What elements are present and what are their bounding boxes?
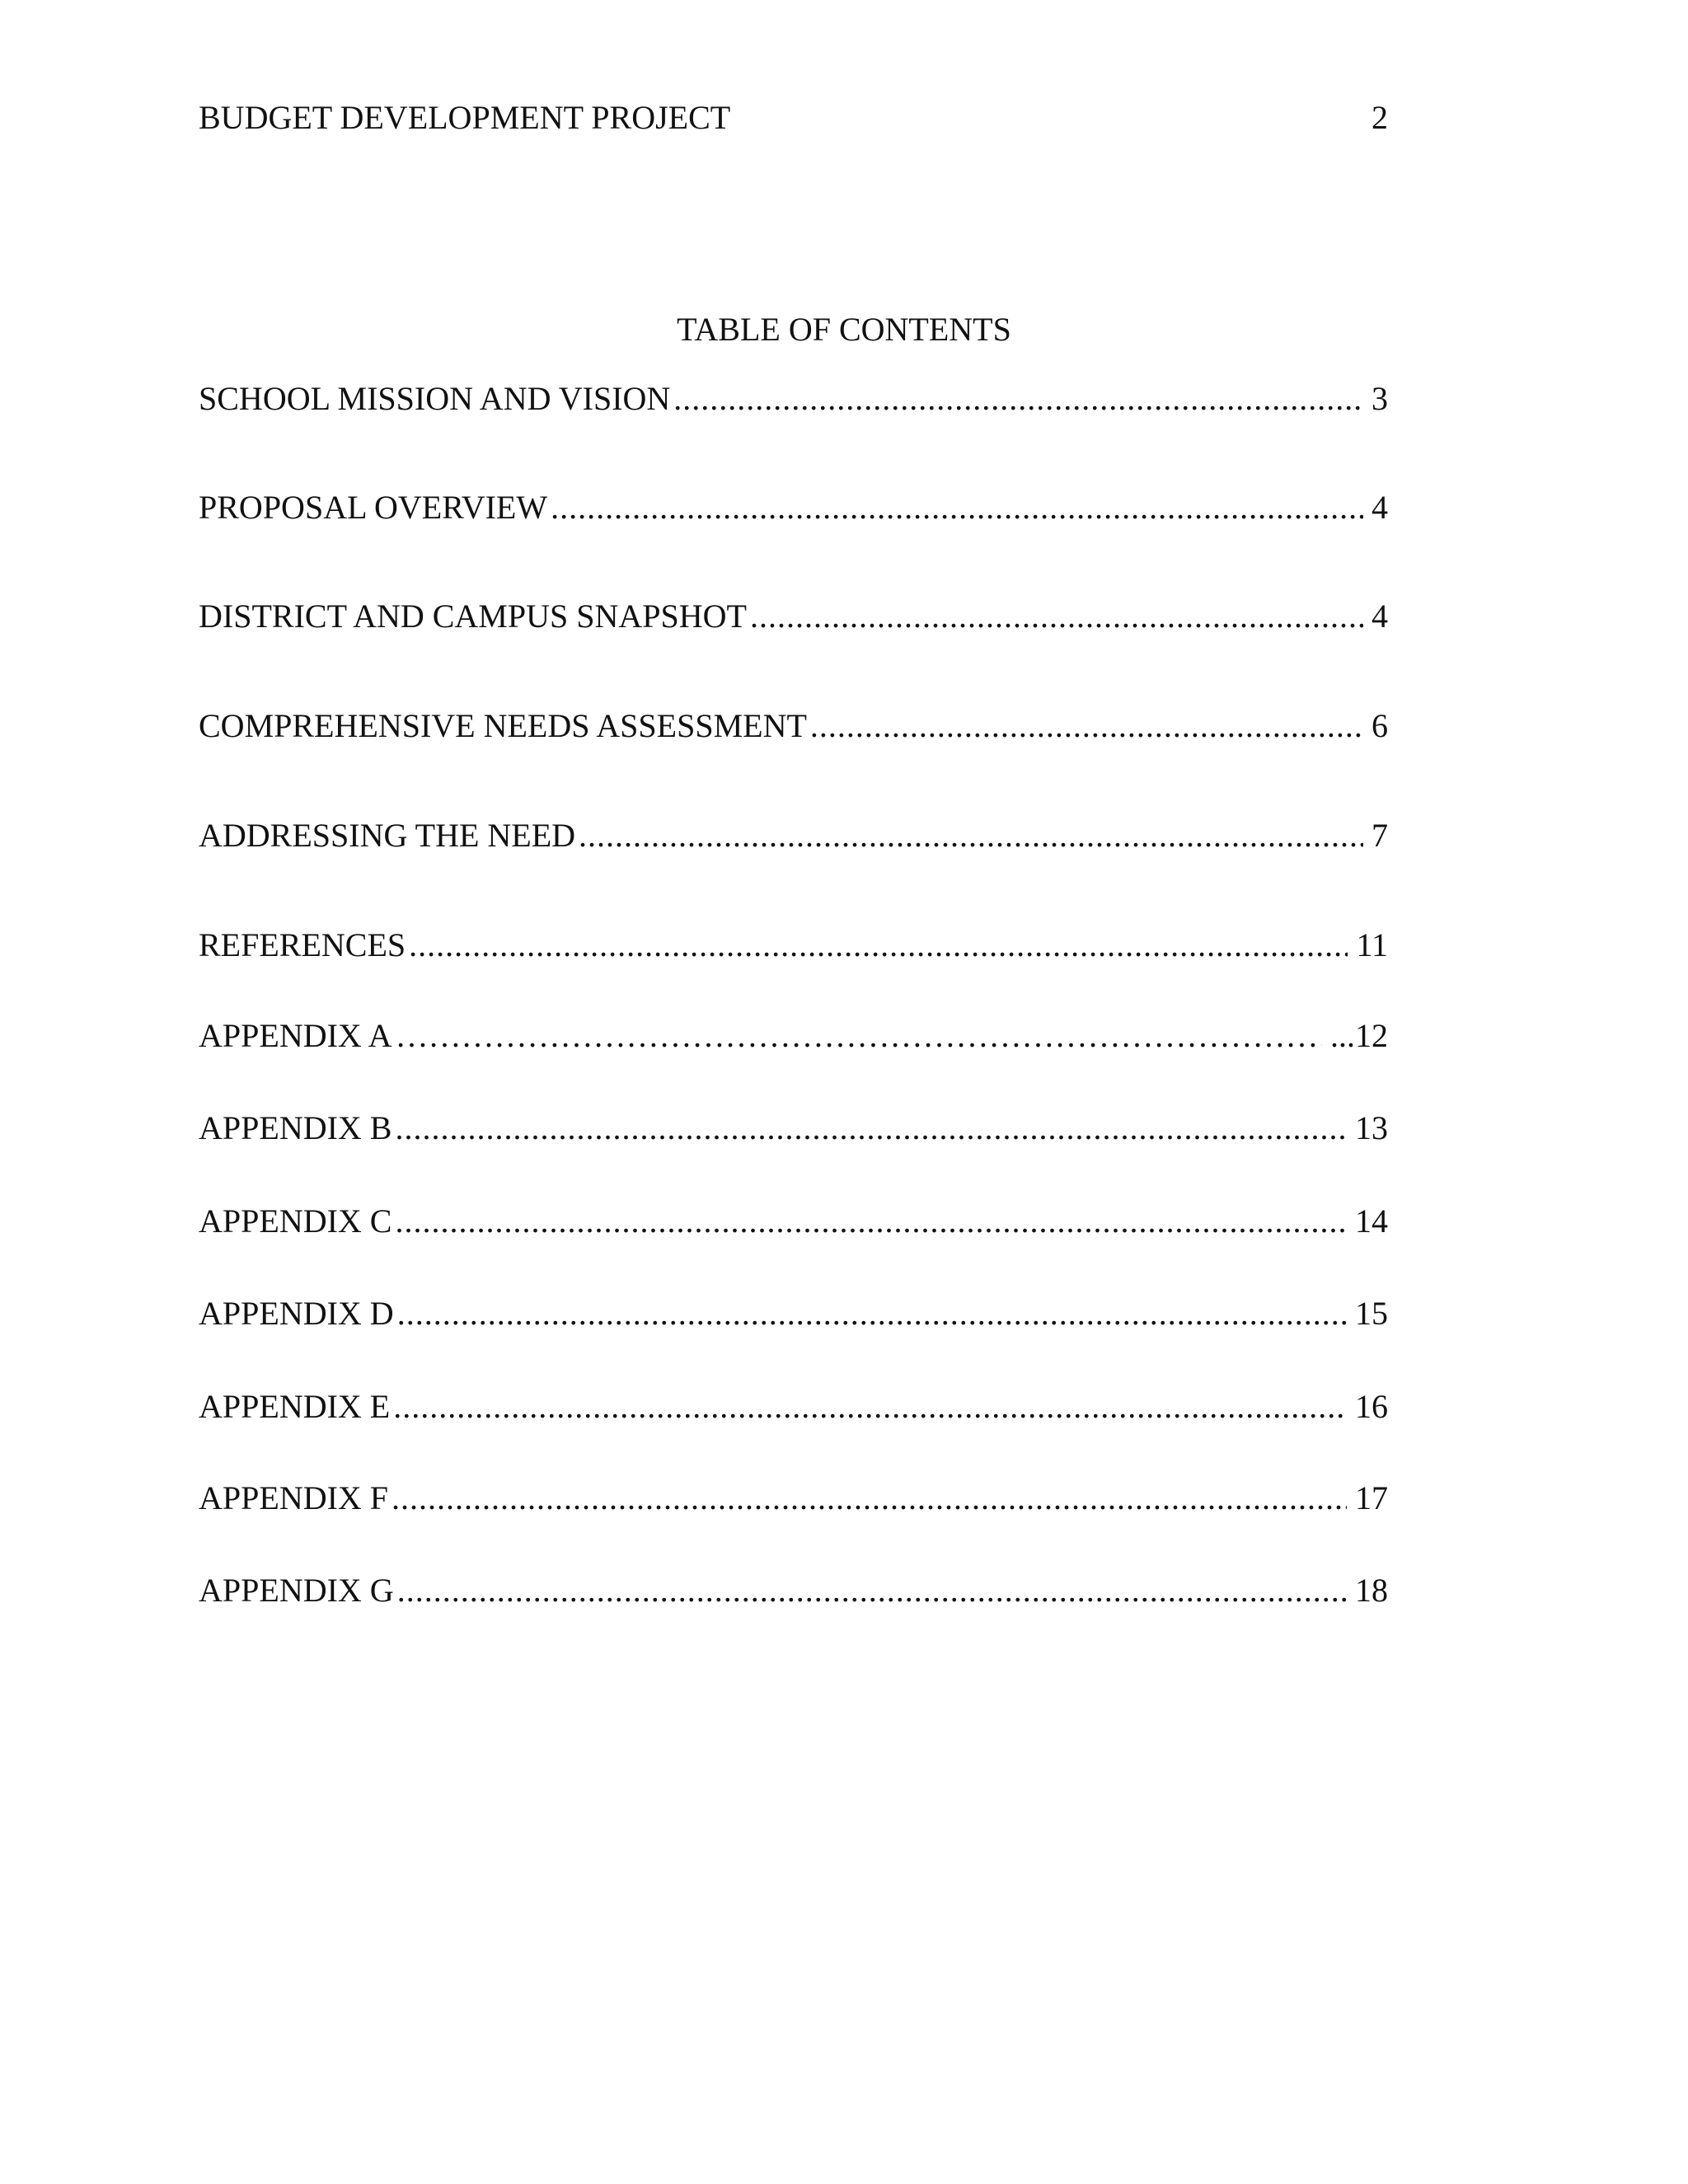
toc-entry-title: APPENDIX D	[199, 1295, 394, 1332]
dot-leader	[750, 595, 1363, 638]
dot-leader	[673, 377, 1363, 420]
toc-entry-addressing-the-need[interactable]	[199, 814, 1388, 857]
dot-leader	[397, 1292, 1347, 1335]
toc-entry-page: 7	[1372, 817, 1388, 854]
dot-leader	[810, 705, 1363, 748]
dot-leader	[395, 1107, 1347, 1150]
dot-leader	[551, 486, 1363, 529]
toc-entry-school-mission-and-vision[interactable]	[199, 377, 1388, 420]
toc-entry-title: APPENDIX C	[199, 1202, 392, 1240]
toc-entry-title: ADDRESSING THE NEED	[199, 817, 576, 854]
toc-entry-appendix-d[interactable]	[199, 1292, 1388, 1335]
toc-entry-page: 4	[1372, 598, 1388, 635]
toc-entry-page: 18	[1355, 1572, 1388, 1609]
page-number: 2	[1372, 99, 1388, 136]
toc-entry-page: 16	[1355, 1388, 1388, 1425]
toc-heading: TABLE OF CONTENTS	[677, 311, 1011, 348]
toc-entry-appendix-b[interactable]	[199, 1107, 1388, 1150]
running-head	[199, 97, 1388, 138]
toc-entry-page: 13	[1355, 1109, 1388, 1146]
dot-leader	[392, 1477, 1347, 1520]
toc-entry-appendix-c[interactable]	[199, 1200, 1388, 1243]
toc-entry-page: 15	[1355, 1295, 1388, 1332]
toc-entry-appendix-e[interactable]	[199, 1385, 1388, 1428]
dot-leader	[579, 814, 1363, 857]
dot-leader	[395, 1200, 1347, 1243]
toc-entry-title: APPENDIX A	[199, 1017, 392, 1054]
dot-leader	[409, 924, 1348, 967]
dot-leader	[393, 1385, 1347, 1428]
toc-entry-page: 3	[1372, 380, 1388, 417]
toc-entry-page: 14	[1355, 1202, 1388, 1240]
toc-entry-page: 17	[1355, 1479, 1388, 1516]
toc-entry-title: DISTRICT AND CAMPUS SNAPSHOT	[199, 598, 747, 635]
toc-entry-title: SCHOOL MISSION AND VISION	[199, 380, 671, 417]
toc-entry-title: APPENDIX G	[199, 1572, 394, 1609]
toc-entry-page: ...12	[1330, 1017, 1388, 1054]
toc-entry-page: 11	[1356, 926, 1388, 963]
toc-entry-title: APPENDIX B	[199, 1109, 392, 1146]
dot-leader	[397, 1569, 1347, 1612]
toc-entry-district-and-campus-snapshot[interactable]	[199, 595, 1388, 638]
running-head-title: BUDGET DEVELOPMENT PROJECT	[199, 99, 731, 136]
toc-entry-title: APPENDIX F	[199, 1479, 389, 1516]
toc-entry-page: 4	[1372, 489, 1388, 526]
toc-entry-title: COMPREHENSIVE NEEDS ASSESSMENT	[199, 707, 807, 744]
toc-entry-appendix-a[interactable]	[199, 1015, 1388, 1057]
toc-entry-page: 6	[1372, 707, 1388, 744]
toc-entry-title: APPENDIX E	[199, 1388, 391, 1425]
toc-entry-title: REFERENCES	[199, 926, 406, 963]
dot-leader	[395, 1015, 1322, 1057]
toc-entry-title: PROPOSAL OVERVIEW	[199, 489, 548, 526]
toc-entry-appendix-g[interactable]	[199, 1569, 1388, 1612]
toc-entry-comprehensive-needs-assessment[interactable]	[199, 705, 1388, 748]
toc-entry-proposal-overview[interactable]	[199, 486, 1388, 529]
toc-entry-references[interactable]	[199, 924, 1388, 967]
toc-entry-appendix-f[interactable]	[199, 1477, 1388, 1520]
